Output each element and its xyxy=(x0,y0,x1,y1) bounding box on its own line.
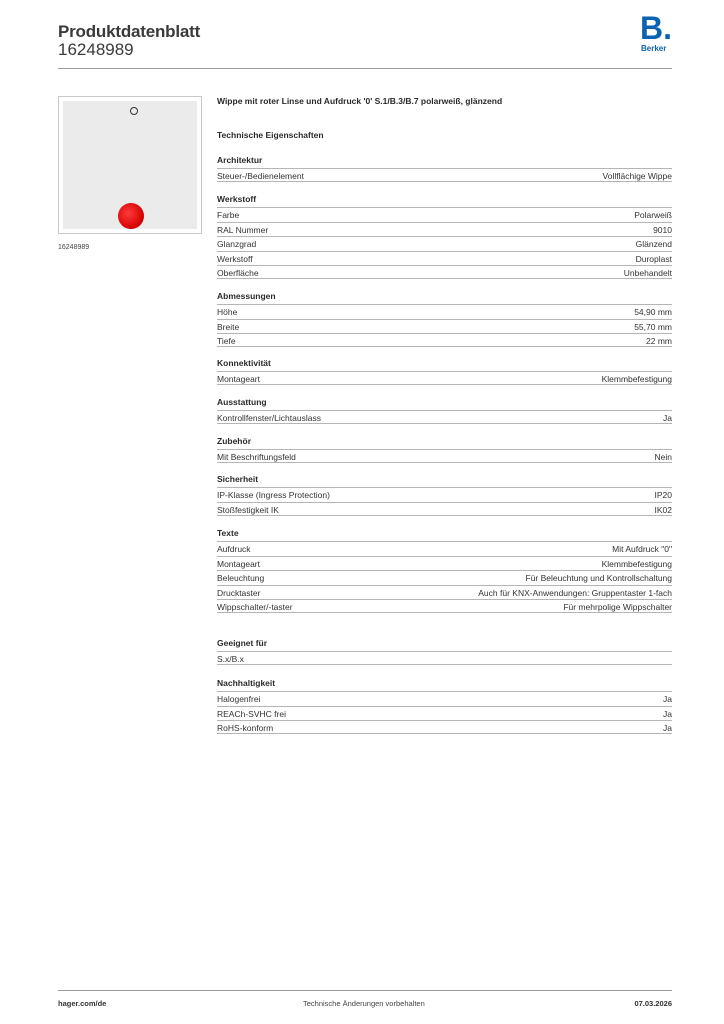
section-title: Werkstoff xyxy=(217,194,257,204)
spec-value: 55,70 mm xyxy=(634,321,672,332)
page-title: Produktdatenblatt xyxy=(58,22,201,41)
section-title: Zubehör xyxy=(217,436,251,446)
spec-label: Glanzgrad xyxy=(217,239,257,249)
image-caption: 16248989 xyxy=(58,244,90,251)
spec-row xyxy=(217,265,672,279)
spec-label: Steuer-/Bedienelement xyxy=(217,171,304,181)
spec-row xyxy=(217,333,672,347)
spec-label: Farbe xyxy=(217,210,240,220)
spec-value: Vollflächige Wippe xyxy=(602,171,672,181)
spec-value: Unbehandelt xyxy=(623,268,672,278)
spec-row xyxy=(217,371,672,385)
spec-value: Glänzend xyxy=(635,239,672,249)
print-zero-mark xyxy=(130,107,138,115)
spec-label: S.x/B.x xyxy=(217,654,244,664)
spec-row xyxy=(217,168,672,182)
spec-value: Ja xyxy=(663,413,672,423)
spec-row xyxy=(217,319,672,333)
section-title: Abmessungen xyxy=(217,291,276,301)
spec-row xyxy=(217,304,672,318)
spec-label: Werkstoff xyxy=(217,253,253,264)
product-name: Wippe mit roter Linse und Aufdruck '0' S.1/B.3/B.7 polarweiß, glänzend xyxy=(217,96,503,106)
spec-value: Für mehrpolige Wippschalter xyxy=(563,602,672,612)
spec-label: Mit Beschriftungsfeld xyxy=(217,452,296,462)
spec-value: Auch für KNX-Anwendungen: Gruppentaster 1-fach xyxy=(478,587,672,598)
spec-value: IK02 xyxy=(654,504,672,515)
spec-label: REACh-SVHC frei xyxy=(217,708,286,719)
spec-value: Ja xyxy=(663,708,672,719)
spec-label: Kontrollfenster/Lichtauslass xyxy=(217,413,321,423)
footer-date: 07.03.2026 xyxy=(634,999,672,1008)
spec-row xyxy=(217,556,672,570)
berker-logo xyxy=(638,10,674,56)
logo-letter: B. xyxy=(640,10,672,46)
section-title: Texte xyxy=(217,528,239,538)
spec-label: RAL Nummer xyxy=(217,224,269,235)
spec-label: Breite xyxy=(217,321,240,332)
section-title: Nachhaltigkeit xyxy=(217,678,276,688)
spec-row xyxy=(217,207,672,221)
spec-value: Nein xyxy=(654,452,672,462)
section-title: Ausstattung xyxy=(217,397,267,407)
spec-row xyxy=(217,236,672,250)
spec-value: Mit Aufdruck "0" xyxy=(612,544,672,554)
spec-label: IP-Klasse (Ingress Protection) xyxy=(217,490,330,500)
spec-label: Wippschalter/-taster xyxy=(217,602,293,612)
spec-row xyxy=(217,585,672,599)
spec-value: Klemmbefestigung xyxy=(601,558,672,569)
spec-row xyxy=(217,651,672,665)
logo-text: Berker xyxy=(641,44,667,53)
spec-label: Oberfläche xyxy=(217,268,259,278)
spec-row xyxy=(217,570,672,584)
spec-row xyxy=(217,706,672,720)
spec-value: 54,90 mm xyxy=(634,307,672,317)
spec-label: Montageart xyxy=(217,374,260,384)
spec-row xyxy=(217,599,672,613)
spec-value: Polarweiß xyxy=(634,210,672,220)
spec-value: Für Beleuchtung und Kontrollschaltung xyxy=(525,573,672,583)
spec-value: Duroplast xyxy=(635,253,672,264)
footer-website[interactable]: hager.com/de xyxy=(58,999,107,1008)
spec-row xyxy=(217,720,672,734)
tech-properties-heading: Technische Eigenschaften xyxy=(217,130,324,140)
spec-value: 22 mm xyxy=(646,336,672,346)
spec-label: Tiefe xyxy=(217,336,236,346)
footer-divider xyxy=(58,990,672,991)
spec-row xyxy=(217,222,672,236)
spec-label: Drucktaster xyxy=(217,587,261,598)
product-number: 16248989 xyxy=(58,40,134,59)
spec-label: Höhe xyxy=(217,307,238,317)
spec-row xyxy=(217,251,672,265)
spec-value: 9010 xyxy=(653,224,672,235)
spec-label: RoHS-konform xyxy=(217,723,274,733)
spec-label: Halogenfrei xyxy=(217,694,261,704)
spec-value: IP20 xyxy=(654,490,672,500)
section-title: Konnektivität xyxy=(217,358,271,368)
spec-label: Beleuchtung xyxy=(217,573,265,583)
spec-row xyxy=(217,502,672,516)
spec-row xyxy=(217,691,672,705)
spec-value: Ja xyxy=(663,694,672,704)
section-title: Geeignet für xyxy=(217,638,268,648)
spec-row xyxy=(217,541,672,555)
section-title: Sicherheit xyxy=(217,474,259,484)
spec-value: Klemmbefestigung xyxy=(601,374,672,384)
spec-label: Stoßfestigkeit IK xyxy=(217,504,279,515)
spec-label: Aufdruck xyxy=(217,544,251,554)
product-image xyxy=(58,96,202,234)
footer-disclaimer: Technische Änderungen vorbehalten xyxy=(303,999,425,1008)
spec-row xyxy=(217,487,672,501)
header-divider xyxy=(58,68,672,69)
spec-row xyxy=(217,410,672,424)
spec-label: Montageart xyxy=(217,558,260,569)
spec-row xyxy=(217,449,672,463)
red-lens xyxy=(118,203,144,229)
spec-value: Ja xyxy=(663,723,672,733)
rocker-plate xyxy=(63,101,197,229)
section-title: Architektur xyxy=(217,155,263,165)
